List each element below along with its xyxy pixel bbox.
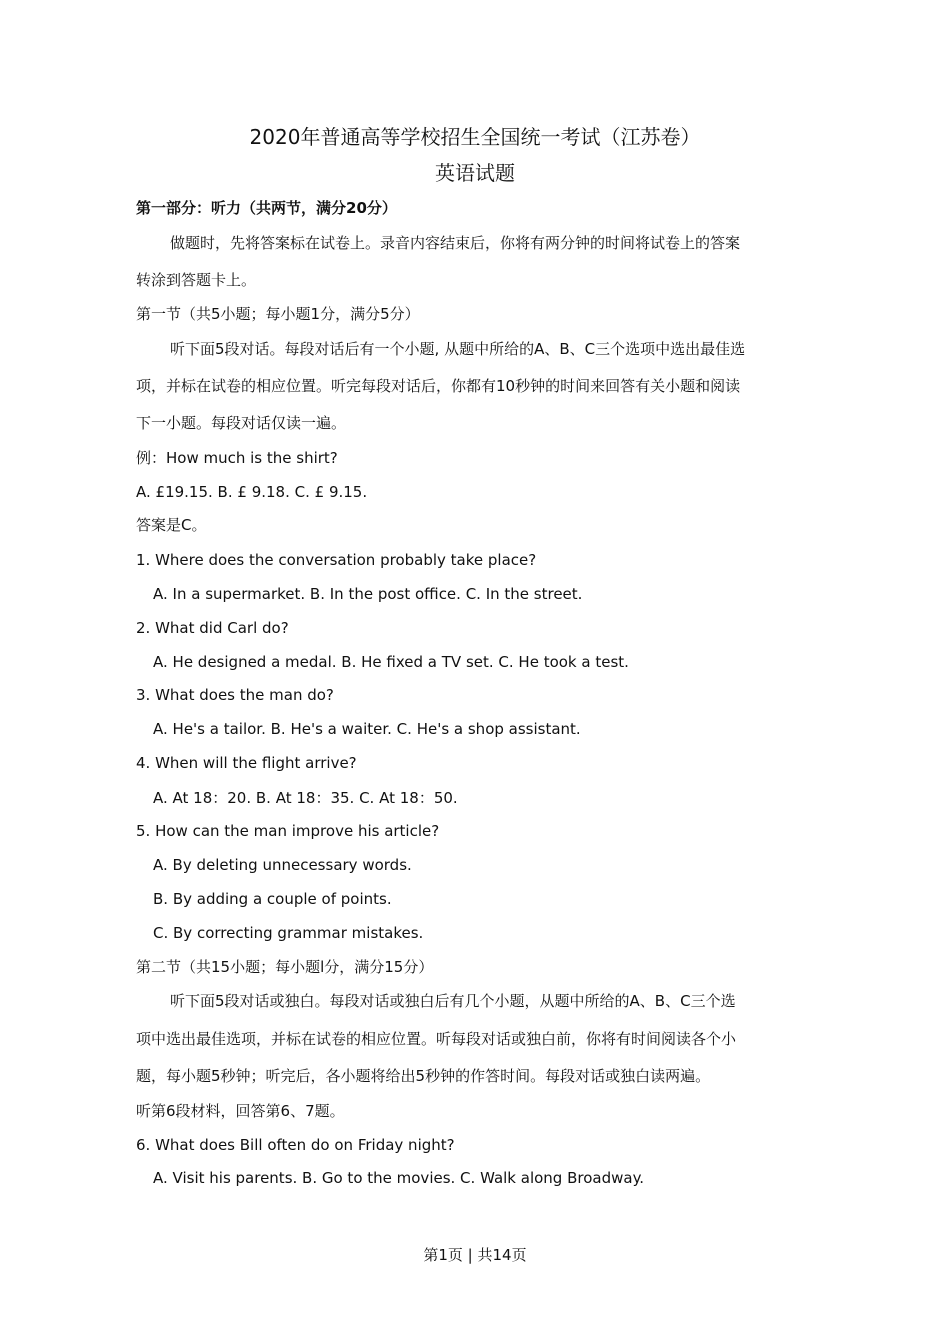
- question-6-options: A. Visit his parents. B. Go to the movies. C. Walk along Broadway.: [153, 1169, 645, 1187]
- exam-title: 2020年普通高等学校招生全国统一考试（江苏卷）: [249, 125, 701, 149]
- section1-instruction-line3: 下一小题。每段对话仅读一遍。: [136, 414, 347, 432]
- passage-6-label: 听第6段材料，回答第6、7题。: [136, 1102, 345, 1120]
- page-footer: 第1页 | 共14页: [423, 1246, 527, 1264]
- section1-heading: 第一节（共5小题；每小题1分，满分5分）: [136, 305, 420, 323]
- question-5: 5. How can the man improve his article?: [136, 822, 440, 840]
- section2-heading: 第二节（共15小题；每小题l分，满分15分）: [136, 958, 434, 976]
- example-question: 例：How much is the shirt?: [136, 449, 338, 467]
- question-5-option-a: A. By deleting unnecessary words.: [153, 856, 412, 874]
- example-options: A. £19.15. B. £ 9.18. C. £ 9.15.: [136, 483, 368, 501]
- section2-instruction-line2: 项中选出最佳选项，并标在试卷的相应位置。听每段对话或独白前，你将有时间阅读各个小: [136, 1030, 737, 1048]
- question-1: 1. Where does the conversation probably take place?: [136, 551, 537, 569]
- example-answer: 答案是C。: [136, 516, 207, 534]
- question-4-options: A. At 18：20. B. At 18：35. C. At 18：50.: [153, 789, 458, 807]
- question-2-options: A. He designed a medal. B. He fixed a TV set. C. He took a test.: [153, 653, 629, 671]
- section2-instruction-line1: 听下面5段对话或独白。每段对话或独白后有几个小题，从题中所给的A、B、C三个选: [170, 992, 736, 1010]
- part1-heading: 第一部分：听力（共两节，满分20分）: [136, 199, 397, 217]
- section2-instruction-line3: 题，每小题5秒钟；听完后，各小题将给出5秒钟的作答时间。每段对话或独白读两遍。: [136, 1067, 711, 1085]
- question-1-options: A. In a supermarket. B. In the post office. C. In the street.: [153, 585, 583, 603]
- section1-instruction-line1: 听下面5段对话。每段对话后有一个小题, 从题中所给的A、B、C三个选项中选出最佳选: [170, 340, 746, 358]
- question-4: 4. When will the flight arrive?: [136, 754, 357, 772]
- question-5-option-b: B. By adding a couple of points.: [153, 890, 392, 908]
- question-6: 6. What does Bill often do on Friday night?: [136, 1136, 455, 1154]
- section1-instruction-line2: 项，并标在试卷的相应位置。听完每段对话后，你都有10秒钟的时间来回答有关小题和阅读: [136, 377, 741, 395]
- exam-subtitle: 英语试题: [435, 161, 515, 185]
- part1-instruction-line1: 做题时，先将答案标在试卷上。录音内容结束后，你将有两分钟的时间将试卷上的答案: [170, 234, 741, 252]
- part1-instruction-line2: 转涂到答题卡上。: [136, 271, 257, 289]
- question-3-options: A. He's a tailor. B. He's a waiter. C. He's a shop assistant.: [153, 720, 581, 738]
- question-2: 2. What did Carl do?: [136, 619, 289, 637]
- question-3: 3. What does the man do?: [136, 686, 334, 704]
- question-5-option-c: C. By correcting grammar mistakes.: [153, 924, 424, 942]
